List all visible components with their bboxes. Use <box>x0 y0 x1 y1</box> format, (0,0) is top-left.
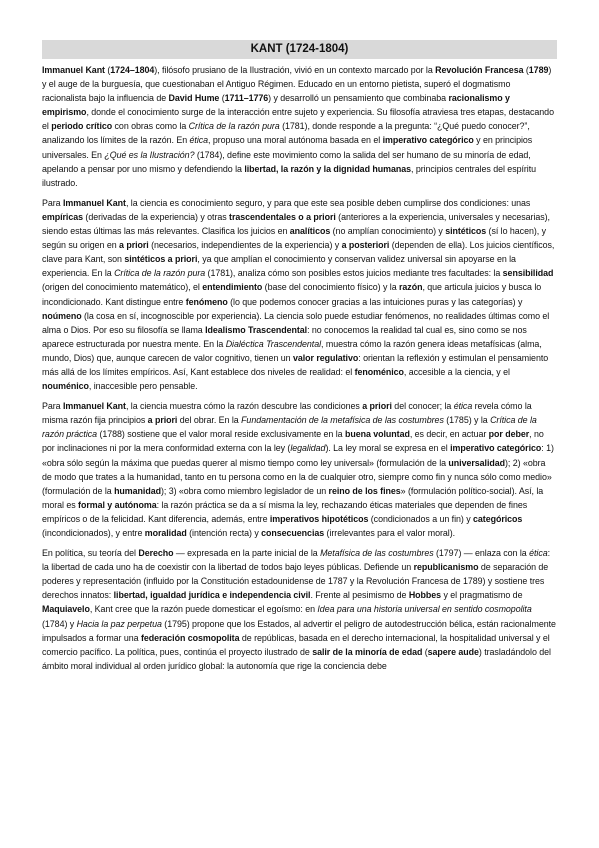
text-run: revela cómo la misma razón fija principios <box>42 401 532 426</box>
text-run: (irrelevantes para el valor moral). <box>324 528 456 538</box>
text-run: , la ciencia es conocimiento seguro, y para que este sea posible deben cumplirse dos condiciones: unas <box>125 197 531 208</box>
text-run: : no conocemos la realidad tal cual es, sino como se nos aparece estructurada por nuestra mente. En la <box>42 324 527 349</box>
italic-text: Hacia la paz perpetua <box>76 618 162 629</box>
bold-text: imperativo categórico <box>450 443 542 454</box>
text-run: Para <box>42 197 63 208</box>
text-run: de repúblicas, basada en el derecho internacional, la hospitalidad universal y el comercio pacífico. La política, pues, continúa el proyecto ilustrado de <box>42 632 550 657</box>
bold-text: a priori <box>119 240 149 251</box>
bold-text: sintéticos a priori <box>124 254 198 265</box>
text-run: de separación de poderes y representación (influido por la Constitución estadounidense de 1787 y la Revolución Francesa de 1789) y sostiene tres derechos innatos: <box>42 562 549 601</box>
text-run: (1795) propone que los Estados, al advertir el peligro de autodestrucción bélica, están racionalmente impulsados a formar una <box>42 618 556 643</box>
text-run: (derivadas de la experiencia) y otras <box>83 211 230 222</box>
text-run: , la ciencia muestra cómo la razón descubre las condiciones <box>125 401 363 412</box>
bold-text: 1711–1776 <box>224 93 269 104</box>
italic-text: Crítica de la razón práctica <box>42 415 537 440</box>
text-run: : 1) «obra sólo según la máxima que puedas querer al mismo tiempo como ley universal» (formulación de la <box>42 443 554 468</box>
bold-text: valor regulativo <box>292 352 359 363</box>
bold-text: universalidad <box>448 457 505 468</box>
bold-text: sintéticos <box>445 226 487 237</box>
bold-text: Idealismo Trascendental <box>205 324 308 335</box>
paragraph-ethics <box>42 399 557 540</box>
paragraph-politics <box>42 546 557 673</box>
bold-text: fenómeno <box>185 296 228 307</box>
text-run: , es decir, en actuar <box>409 429 489 440</box>
text-run: , propuso una moral autónoma basada en el <box>208 135 383 146</box>
bold-text: noúmeno <box>42 310 82 321</box>
bold-text: Immanuel Kant <box>62 401 126 412</box>
text-run: ( <box>219 93 225 104</box>
text-run: (lo que podemos conocer gracias a las intuiciones puras y las categorías) y <box>227 296 523 307</box>
bold-text: David Hume <box>168 93 220 104</box>
text-run: del obrar. En la <box>177 415 242 426</box>
text-run: (1781), analiza cómo son posibles estos juicios mediante tres facultades: la <box>205 268 503 279</box>
text-run: ); 2) «obra de modo que trates a la humanidad, tanto en tu persona como en la de cualquier otro, siempre como fin y nunca sólo como medio» (formulación de la <box>42 457 552 496</box>
bold-text: Hobbes <box>408 590 442 601</box>
bold-text: periodo crítico <box>51 121 113 132</box>
bold-text: 1789 <box>528 65 549 75</box>
italic-text: legalidad <box>290 443 326 454</box>
bold-text: formal y autónoma <box>78 499 157 510</box>
italic-text: Crítica de la razón pura <box>188 121 280 132</box>
text-run: ) y desarrolló un pensamiento que combinaba <box>268 93 449 104</box>
text-run: : la libertad de cada uno ha de coexistir con la libertad de todos bajo leyes públicas. Defiende un <box>42 548 551 573</box>
text-run: (1784) y <box>42 618 77 629</box>
text-run: Para <box>42 401 63 412</box>
bold-text: por deber <box>488 429 530 440</box>
italic-text: Crítica de la razón pura <box>114 268 206 279</box>
paragraph-epistemology <box>42 196 557 393</box>
text-run: (no amplían conocimiento) y <box>330 226 446 237</box>
bold-text: libertad, la razón y la dignidad humanas <box>244 163 411 174</box>
bold-text: entendimiento <box>202 282 263 293</box>
text-run: . Frente al pesimismo de <box>310 590 409 601</box>
bold-text: nouménico <box>42 381 89 392</box>
text-run: : la razón práctica se da a sí misma la ley, rechazando éticas materiales que dependen de fines empíricos o de la felicidad. Kant diferencia, además, entre <box>42 499 528 524</box>
bold-text: buena voluntad <box>344 429 410 440</box>
text-run: ) trasladándolo del ámbito moral individual al orden jurídico global: la autonomía que rige la conciencia debe <box>42 646 551 671</box>
bold-text: racionalismo y empirismo <box>42 93 510 118</box>
italic-text: ética <box>453 401 473 412</box>
text-run: (1797) — enlaza con la <box>433 548 530 559</box>
document-title: KANT (1724-1804) <box>42 40 557 59</box>
text-run: (condicionados a un fin) y <box>368 513 474 524</box>
text-run: (1785) y la <box>443 415 491 426</box>
text-run: ( <box>104 65 111 75</box>
text-run: ( <box>422 646 428 657</box>
bold-text: salir de la minoría de edad <box>312 646 423 657</box>
text-run: ) y el auge de la burguesía, que cuestionaban el Antiguo Régimen. Educado en un entorno pietista, superó el dogmatismo racionalista bajo la influencia de <box>42 65 552 104</box>
italic-text: ¿Qué es la Ilustración? <box>104 149 195 160</box>
text-run: (intención recta) y <box>186 528 262 538</box>
text-run: (dependen de ella). Los juicios científicos, clave para Kant, son <box>42 240 555 265</box>
text-run: ). La ley moral se expresa en el <box>325 443 451 454</box>
italic-text: ética <box>189 135 209 146</box>
text-run: (incondicionados), y entre <box>42 528 145 538</box>
text-run: — expresada en la parte inicial de la <box>173 548 321 559</box>
bold-text: sensibilidad <box>502 268 554 279</box>
text-run: del conocer; la <box>391 401 454 412</box>
text-run: ), filósofo prusiano de la Ilustración, vivió en un contexto marcado por la <box>154 65 436 75</box>
text-run: ( <box>523 65 529 75</box>
bold-text: imperativos hipotéticos <box>269 513 369 524</box>
bold-text: 1724–1804 <box>110 65 155 75</box>
bold-text: categóricos <box>473 513 523 524</box>
bold-text: trascendentales o a priori <box>229 211 336 222</box>
bold-text: sapere aude <box>427 646 479 657</box>
italic-text: Idea para una historia universal en sentido cosmopolita <box>317 604 532 615</box>
text-run: En política, su teoría del <box>42 548 139 559</box>
text-run: , que articula juicios y busca lo incondicionado. Kant distingue entre <box>42 282 542 307</box>
bold-text: a priori <box>362 401 392 412</box>
text-run: , Kant cree que la razón puede domesticar el egoísmo: en <box>89 604 318 615</box>
italic-text: Dialéctica Trascendental <box>225 338 322 349</box>
text-run: , muestra cómo la razón genera ideas metafísicas (alma, mundo, Dios) que, aunque carecen de valor cognitivo, tienen un <box>42 338 542 363</box>
text-run: (1784), define este movimiento como la salida del ser humano de su minoría de edad, apelando a pensar por uno mismo y defendiendo la <box>42 149 531 174</box>
text-run: , inaccesible pero pensable. <box>88 381 198 392</box>
text-run: (origen del conocimiento matemático), el <box>42 282 203 293</box>
text-run: (base del conocimiento físico) y la <box>262 282 400 293</box>
bold-text: moralidad <box>144 528 187 538</box>
italic-text: Fundamentación de la metafísica de las costumbres <box>241 415 444 426</box>
text-run: (1788) sostiene que el valor moral reside exclusivamente en la <box>97 429 345 440</box>
text-run: , no por inclinaciones ni por la mera conformidad externa con la ley ( <box>42 429 544 454</box>
text-run: , donde el conocimiento surge de la interacción entre sujeto y experiencia. Su filosofía atraviesa tres etapas, destacando el <box>42 107 554 132</box>
bold-text: humanidad <box>114 485 161 496</box>
bold-text: Immanuel Kant <box>42 65 105 75</box>
bold-text: empíricas <box>42 211 83 222</box>
bold-text: imperativo categórico <box>382 135 474 146</box>
bold-text: libertad, igualdad jurídica e independencia civil <box>113 590 311 601</box>
bold-text: reino de los fines <box>328 485 401 496</box>
bold-text: Derecho <box>138 548 174 559</box>
text-run: : orientan la reflexión y estimulan el pensamiento más allá de los límites empíricos. Así, Kant establece dos niveles de realidad: el <box>42 352 549 377</box>
text-run: , accesible a la ciencia, y el <box>403 366 510 377</box>
text-run: , ya que amplían el conocimiento y conservan validez universal sin apoyarse en la experiencia. En la <box>42 254 516 279</box>
text-run: , principios centrales del espíritu ilustrado. <box>42 163 537 188</box>
bold-text: Immanuel Kant <box>62 197 126 208</box>
paragraph-intro <box>42 63 557 190</box>
text-run: ); 3) «obra como miembro legislador de un <box>160 485 329 496</box>
bold-text: consecuencias <box>261 528 325 538</box>
bold-text: Maquiavelo <box>42 604 90 615</box>
text-run: (anteriores a la experiencia, universales y necesarias), siendo estas últimas las más relevantes. Clasifica los juicios en <box>42 211 550 237</box>
bold-text: republicanismo <box>413 562 479 573</box>
text-run: (necesarios, independientes de la experiencia) y <box>148 240 342 251</box>
bold-text: fenoménico <box>354 366 404 377</box>
text-run: (1781), donde responde a la pregunta: “¿Qué puedo conocer?”, analizando los límites de la razón. En <box>42 121 530 146</box>
italic-text: ética <box>529 548 548 559</box>
text-run: y en principios universales. En <box>42 135 533 160</box>
bold-text: Revolución Francesa <box>435 65 524 75</box>
text-run: con obras como la <box>112 121 189 132</box>
bold-text: federación cosmopolita <box>140 632 240 643</box>
text-run: y el pragmatismo de <box>441 590 523 601</box>
bold-text: a priori <box>147 415 178 426</box>
bold-text: razón <box>399 282 423 293</box>
text-run: (sí lo hacen), y según su origen en <box>42 226 546 251</box>
bold-text: a posteriori <box>341 240 390 251</box>
text-run: (la cosa en sí, incognoscible por experiencia). La ciencia solo puede estudiar fenómenos, no realidades últimas como el alma o Dios. Por eso su filosofía se llama <box>42 310 550 335</box>
text-run: » (formulación político-social). Así, la moral es <box>42 485 544 510</box>
italic-text: Metafísica de las costumbres <box>320 548 434 559</box>
bold-text: analíticos <box>289 226 331 237</box>
